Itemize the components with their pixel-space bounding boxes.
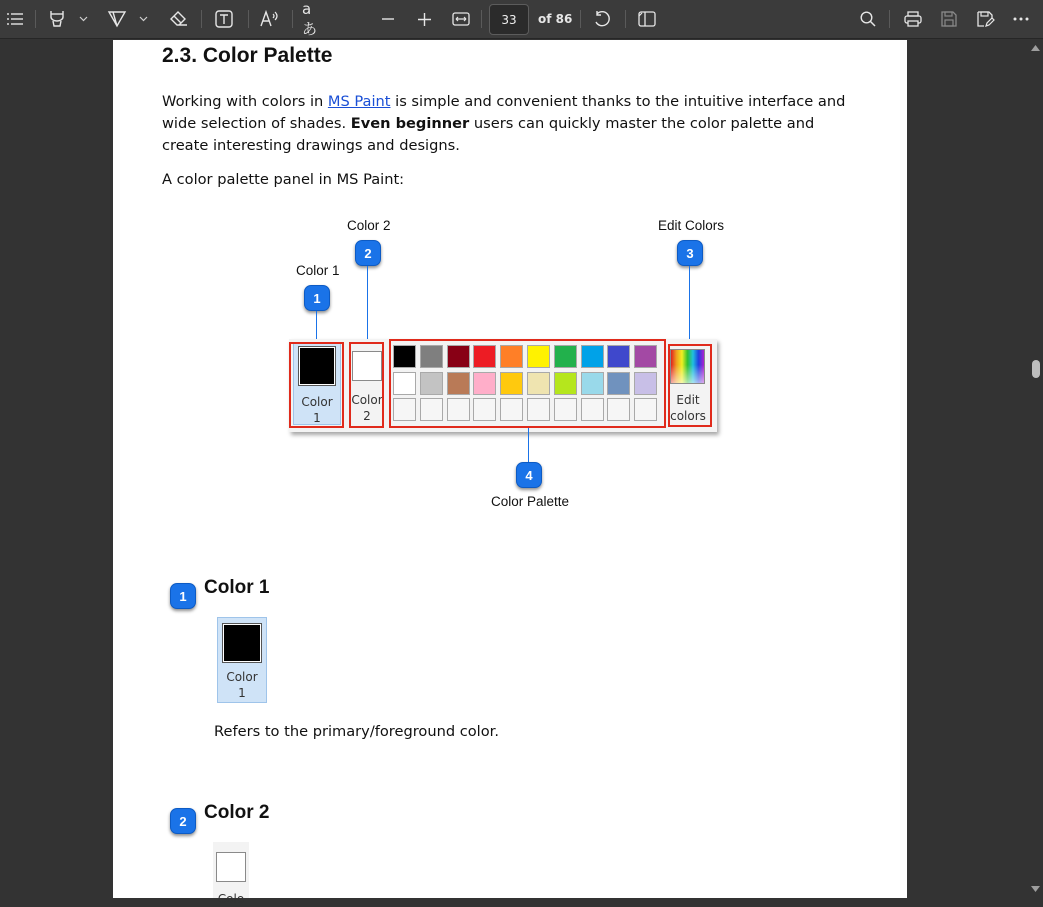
callout-line-1 <box>316 311 317 342</box>
item-badge-2: 2 <box>170 808 196 834</box>
zoom-in-icon[interactable] <box>414 6 434 32</box>
highlight-box-color-1 <box>289 342 344 428</box>
edit-colors-caption-line2: colors <box>670 409 706 423</box>
color-2-caption-line2: 2 <box>363 409 371 423</box>
toolbar-separator <box>201 10 202 28</box>
translate-text-button[interactable]: aあ <box>302 0 318 38</box>
thumb-caption-line1: Colo <box>217 892 245 906</box>
figure-caption: A color palette panel in MS Paint: <box>162 171 405 188</box>
draw-chevron-down-icon[interactable] <box>137 6 149 32</box>
pdf-toolbar <box>0 0 1043 39</box>
callout-label-edit-colors: Edit Colors <box>658 218 725 233</box>
toolbar-separator <box>35 10 36 28</box>
text-box-icon[interactable] <box>212 6 236 32</box>
save-as-icon[interactable] <box>974 6 996 32</box>
highlighter-icon[interactable] <box>46 6 68 32</box>
color-1-thumbnail <box>217 617 267 703</box>
scroll-down-arrow-icon[interactable] <box>1031 886 1040 892</box>
intro-paragraph: Working with colors in MS Paint is simple and convenient thanks to the intuitive interface and wide selection of shades. Even beginner users can quickly master the color palette and create interesting drawings and designs. <box>162 93 846 154</box>
item-badge-1: 1 <box>170 583 196 609</box>
toolbar-separator <box>625 10 626 28</box>
color-1-thumbnail-swatch <box>223 624 261 662</box>
item-description-color-1: Refers to the primary/foreground color. <box>214 723 499 740</box>
eraser-icon[interactable] <box>167 6 191 32</box>
page-total-label: of 86 <box>538 12 573 26</box>
thumb-caption-line1: Color <box>226 670 258 684</box>
more-options-icon[interactable] <box>1009 6 1033 32</box>
color-2-caption-line1: Color <box>351 393 383 407</box>
color-1-caption-line2: 1 <box>313 411 321 425</box>
section-title: 2.3. Color Palette <box>162 44 333 67</box>
color-1-caption-line1: Color <box>301 395 333 409</box>
read-aloud-icon[interactable] <box>258 6 282 32</box>
callout-label-color-2: Color 2 <box>347 218 391 233</box>
page-view-icon[interactable] <box>636 6 658 32</box>
pdf-page <box>113 40 907 906</box>
rotate-icon[interactable] <box>591 6 613 32</box>
color-2-thumbnail-swatch <box>216 852 246 882</box>
callout-badge-3: 3 <box>677 240 703 266</box>
fit-width-icon[interactable] <box>450 6 472 32</box>
zoom-out-icon[interactable] <box>378 6 398 32</box>
save-icon[interactable] <box>938 6 960 32</box>
scrollbar-thumb[interactable] <box>1032 360 1040 378</box>
scroll-up-arrow-icon[interactable] <box>1031 45 1040 51</box>
toolbar-separator <box>889 10 890 28</box>
ms-paint-link[interactable]: MS Paint <box>327 93 391 110</box>
item-title-color-2: Color 2 <box>204 802 270 823</box>
page-number-input[interactable]: 33 <box>489 4 529 35</box>
print-icon[interactable] <box>901 6 925 32</box>
toolbar-separator <box>481 10 482 28</box>
edit-colors-caption-line1: Edit <box>676 393 700 407</box>
highlighter-chevron-down-icon[interactable] <box>77 6 89 32</box>
callout-label-color-palette: Color Palette <box>491 494 570 509</box>
callout-line-2 <box>367 266 368 342</box>
contents-list-icon[interactable] <box>4 6 26 32</box>
toolbar-separator <box>248 10 249 28</box>
callout-badge-2: 2 <box>355 240 381 266</box>
search-icon[interactable] <box>857 6 879 32</box>
toolbar-separator <box>580 10 581 28</box>
callout-line-4 <box>528 428 529 464</box>
callout-label-color-1: Color 1 <box>296 263 340 278</box>
item-title-color-1: Color 1 <box>204 577 270 598</box>
toolbar-separator <box>292 10 293 28</box>
highlight-box-palette <box>389 339 666 428</box>
draw-icon[interactable] <box>106 6 128 32</box>
vertical-scrollbar[interactable] <box>1028 40 1043 898</box>
color-2-thumbnail <box>213 842 249 906</box>
callout-badge-4: 4 <box>516 462 542 488</box>
callout-line-3 <box>689 266 690 344</box>
highlight-box-edit-colors <box>668 344 712 427</box>
thumb-caption-line2: 1 <box>238 686 246 700</box>
callout-badge-1: 1 <box>304 285 330 311</box>
highlight-box-color-2 <box>349 342 384 428</box>
